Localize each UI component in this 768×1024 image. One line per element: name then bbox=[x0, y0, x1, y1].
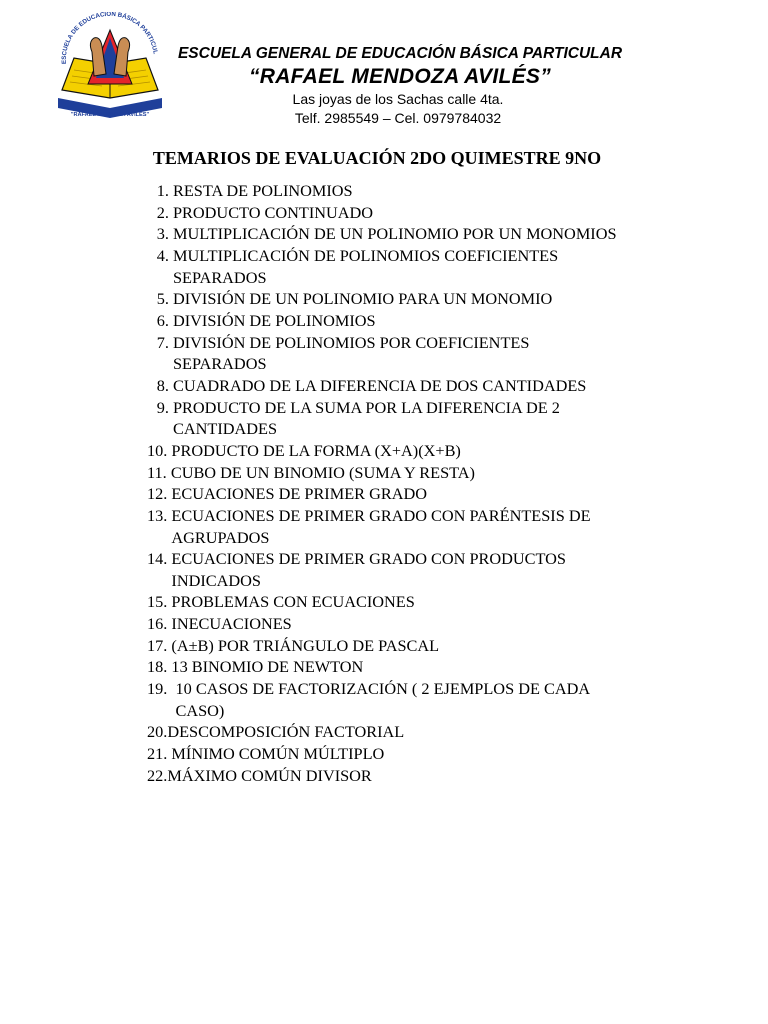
school-name: ESCUELA GENERAL DE EDUCACIÓN BÁSICA PARTICULAR bbox=[177, 45, 623, 62]
topic-item bbox=[147, 332, 647, 375]
topic-text-line: (A±B) POR TRIÁNGULO DE PASCAL bbox=[171, 635, 440, 655]
topic-text-line: 13 BINOMIO DE NEWTON bbox=[171, 657, 364, 677]
topic-text bbox=[171, 440, 460, 462]
topic-number: 10. bbox=[147, 440, 172, 460]
topic-number: 8. bbox=[156, 375, 173, 395]
topic-number: 7. bbox=[156, 332, 173, 352]
topic-text bbox=[171, 591, 414, 613]
topic-text bbox=[173, 202, 373, 224]
topic-number: 11. bbox=[147, 462, 171, 482]
topics-list bbox=[147, 180, 647, 786]
topic-text bbox=[173, 397, 560, 440]
topic-number: 3. bbox=[156, 224, 173, 244]
topic-text-line: ECUACIONES DE PRIMER GRADO CON PRODUCTOS bbox=[171, 549, 566, 569]
topic-number: 9. bbox=[156, 397, 173, 417]
topic-item bbox=[147, 245, 647, 288]
topic-number: 17. bbox=[147, 635, 172, 655]
topic-text-line: MÍNIMO COMÚN MÚLTIPLO bbox=[171, 744, 385, 764]
topic-text-line: RESTA DE POLINOMIOS bbox=[173, 181, 353, 200]
topic-text-line: CUBO DE UN BINOMIO (SUMA Y RESTA) bbox=[170, 462, 475, 482]
topic-text-line: DIVISIÓN DE POLINOMIOS POR COEFICIENTES bbox=[173, 332, 530, 352]
topic-item bbox=[147, 743, 647, 765]
topic-text bbox=[171, 613, 291, 635]
topic-number: 19. bbox=[147, 679, 176, 699]
school-address: Las joyas de los Sachas calle 4ta. bbox=[292, 91, 504, 107]
topic-text bbox=[167, 721, 404, 743]
topic-text bbox=[173, 245, 558, 288]
topic-text bbox=[173, 375, 586, 397]
topic-item bbox=[147, 635, 647, 657]
topic-text-line: DIVISIÓN DE POLINOMIOS bbox=[173, 310, 376, 330]
topic-number: 22. bbox=[147, 765, 168, 785]
topic-item bbox=[147, 721, 647, 743]
topic-text bbox=[167, 765, 371, 787]
topic-text-line: ECUACIONES DE PRIMER GRADO CON PARÉNTESIS DE bbox=[171, 505, 591, 525]
school-crest-icon bbox=[52, 12, 167, 124]
topic-text-line: INECUACIONES bbox=[171, 614, 292, 634]
topic-text-line: PRODUCTO DE LA FORMA (X+A)(X+B) bbox=[171, 440, 461, 460]
document-title: TEMARIOS DE EVALUACIÓN 2DO QUIMESTRE 9NO bbox=[152, 148, 602, 168]
topic-text bbox=[173, 288, 552, 310]
school-title: “RAFAEL MENDOZA AVILÉS” bbox=[248, 65, 552, 88]
topic-text-line: MULTIPLICACIÓN DE UN POLINOMIO POR UN MONOMIOS bbox=[173, 224, 617, 244]
topic-text bbox=[173, 332, 529, 375]
logo-arc-text: ESCUELA DE EDUCACIÓN BÁSICA PARTICUL bbox=[60, 12, 159, 65]
topic-text-line: PRODUCTO DE LA SUMA POR LA DIFERENCIA DE 2 bbox=[173, 397, 560, 417]
topic-item bbox=[147, 462, 647, 484]
topic-number: 5. bbox=[156, 289, 173, 309]
topic-item bbox=[147, 548, 647, 591]
topic-number: 20. bbox=[147, 722, 168, 742]
topic-text-continuation: INDICADOS bbox=[171, 570, 261, 590]
topic-text-line: DIVISIÓN DE UN POLINOMIO PARA UN MONOMIO bbox=[173, 289, 553, 309]
topic-item bbox=[147, 288, 647, 310]
topic-text-line: PRODUCTO CONTINUADO bbox=[173, 202, 374, 222]
school-crest-graphic bbox=[52, 12, 167, 124]
topic-text bbox=[171, 462, 475, 484]
topic-number: 4. bbox=[156, 245, 173, 265]
topic-text-line: PROBLEMAS CON ECUACIONES bbox=[171, 592, 415, 612]
topic-item bbox=[147, 397, 647, 440]
topic-item bbox=[147, 375, 647, 397]
topic-text bbox=[171, 743, 384, 765]
topic-number: 1. bbox=[156, 181, 173, 200]
school-header bbox=[170, 43, 630, 128]
topic-text bbox=[173, 310, 376, 332]
topic-text bbox=[171, 635, 439, 657]
topic-text-continuation: AGRUPADOS bbox=[171, 527, 270, 547]
topic-item bbox=[147, 483, 647, 505]
topic-item bbox=[147, 310, 647, 332]
topic-text bbox=[171, 505, 590, 548]
topic-text bbox=[171, 483, 427, 505]
topic-item bbox=[147, 765, 647, 787]
topic-number: 16. bbox=[147, 614, 172, 634]
topic-text-line: MULTIPLICACIÓN DE POLINOMIOS COEFICIENTES bbox=[173, 245, 559, 265]
topic-number: 13. bbox=[147, 505, 172, 525]
topic-item bbox=[147, 505, 647, 548]
topic-text bbox=[173, 223, 617, 245]
topic-number: 15. bbox=[147, 592, 172, 612]
topic-text-line: MÁXIMO COMÚN DIVISOR bbox=[167, 765, 372, 785]
topic-number: 2. bbox=[156, 202, 173, 222]
topic-text bbox=[173, 180, 353, 202]
topic-item bbox=[147, 678, 647, 721]
topic-text-continuation: CASO) bbox=[175, 700, 225, 720]
topic-number: 18. bbox=[147, 657, 172, 677]
topic-item bbox=[147, 440, 647, 462]
topic-item bbox=[147, 180, 647, 202]
topic-text bbox=[176, 678, 591, 721]
topic-item bbox=[147, 223, 647, 245]
topic-text bbox=[171, 656, 363, 678]
topic-text-line: CUADRADO DE LA DIFERENCIA DE DOS CANTIDADES bbox=[173, 375, 587, 395]
topic-text-continuation: SEPARADOS bbox=[173, 267, 267, 287]
topic-item bbox=[147, 202, 647, 224]
topic-text-line: DESCOMPOSICIÓN FACTORIAL bbox=[167, 722, 405, 742]
topic-item bbox=[147, 591, 647, 613]
topic-text-line: 10 CASOS DE FACTORIZACIÓN ( 2 EJEMPLOS DE CADA bbox=[175, 679, 591, 699]
topic-text bbox=[171, 548, 566, 591]
school-phone: Telf. 2985549 – Cel. 0979784032 bbox=[294, 110, 502, 126]
topic-number: 6. bbox=[156, 310, 173, 330]
topic-text-continuation: SEPARADOS bbox=[173, 354, 267, 374]
topic-number: 14. bbox=[147, 549, 172, 569]
topic-item bbox=[147, 656, 647, 678]
topic-text-line: ECUACIONES DE PRIMER GRADO bbox=[171, 484, 427, 504]
topic-number: 12. bbox=[147, 484, 172, 504]
topic-item bbox=[147, 613, 647, 635]
topic-number: 21. bbox=[147, 744, 172, 764]
logo-banner-text: "RAFAEL MENDOZA AVILES" bbox=[70, 112, 150, 118]
topic-text-continuation: CANTIDADES bbox=[173, 419, 278, 439]
